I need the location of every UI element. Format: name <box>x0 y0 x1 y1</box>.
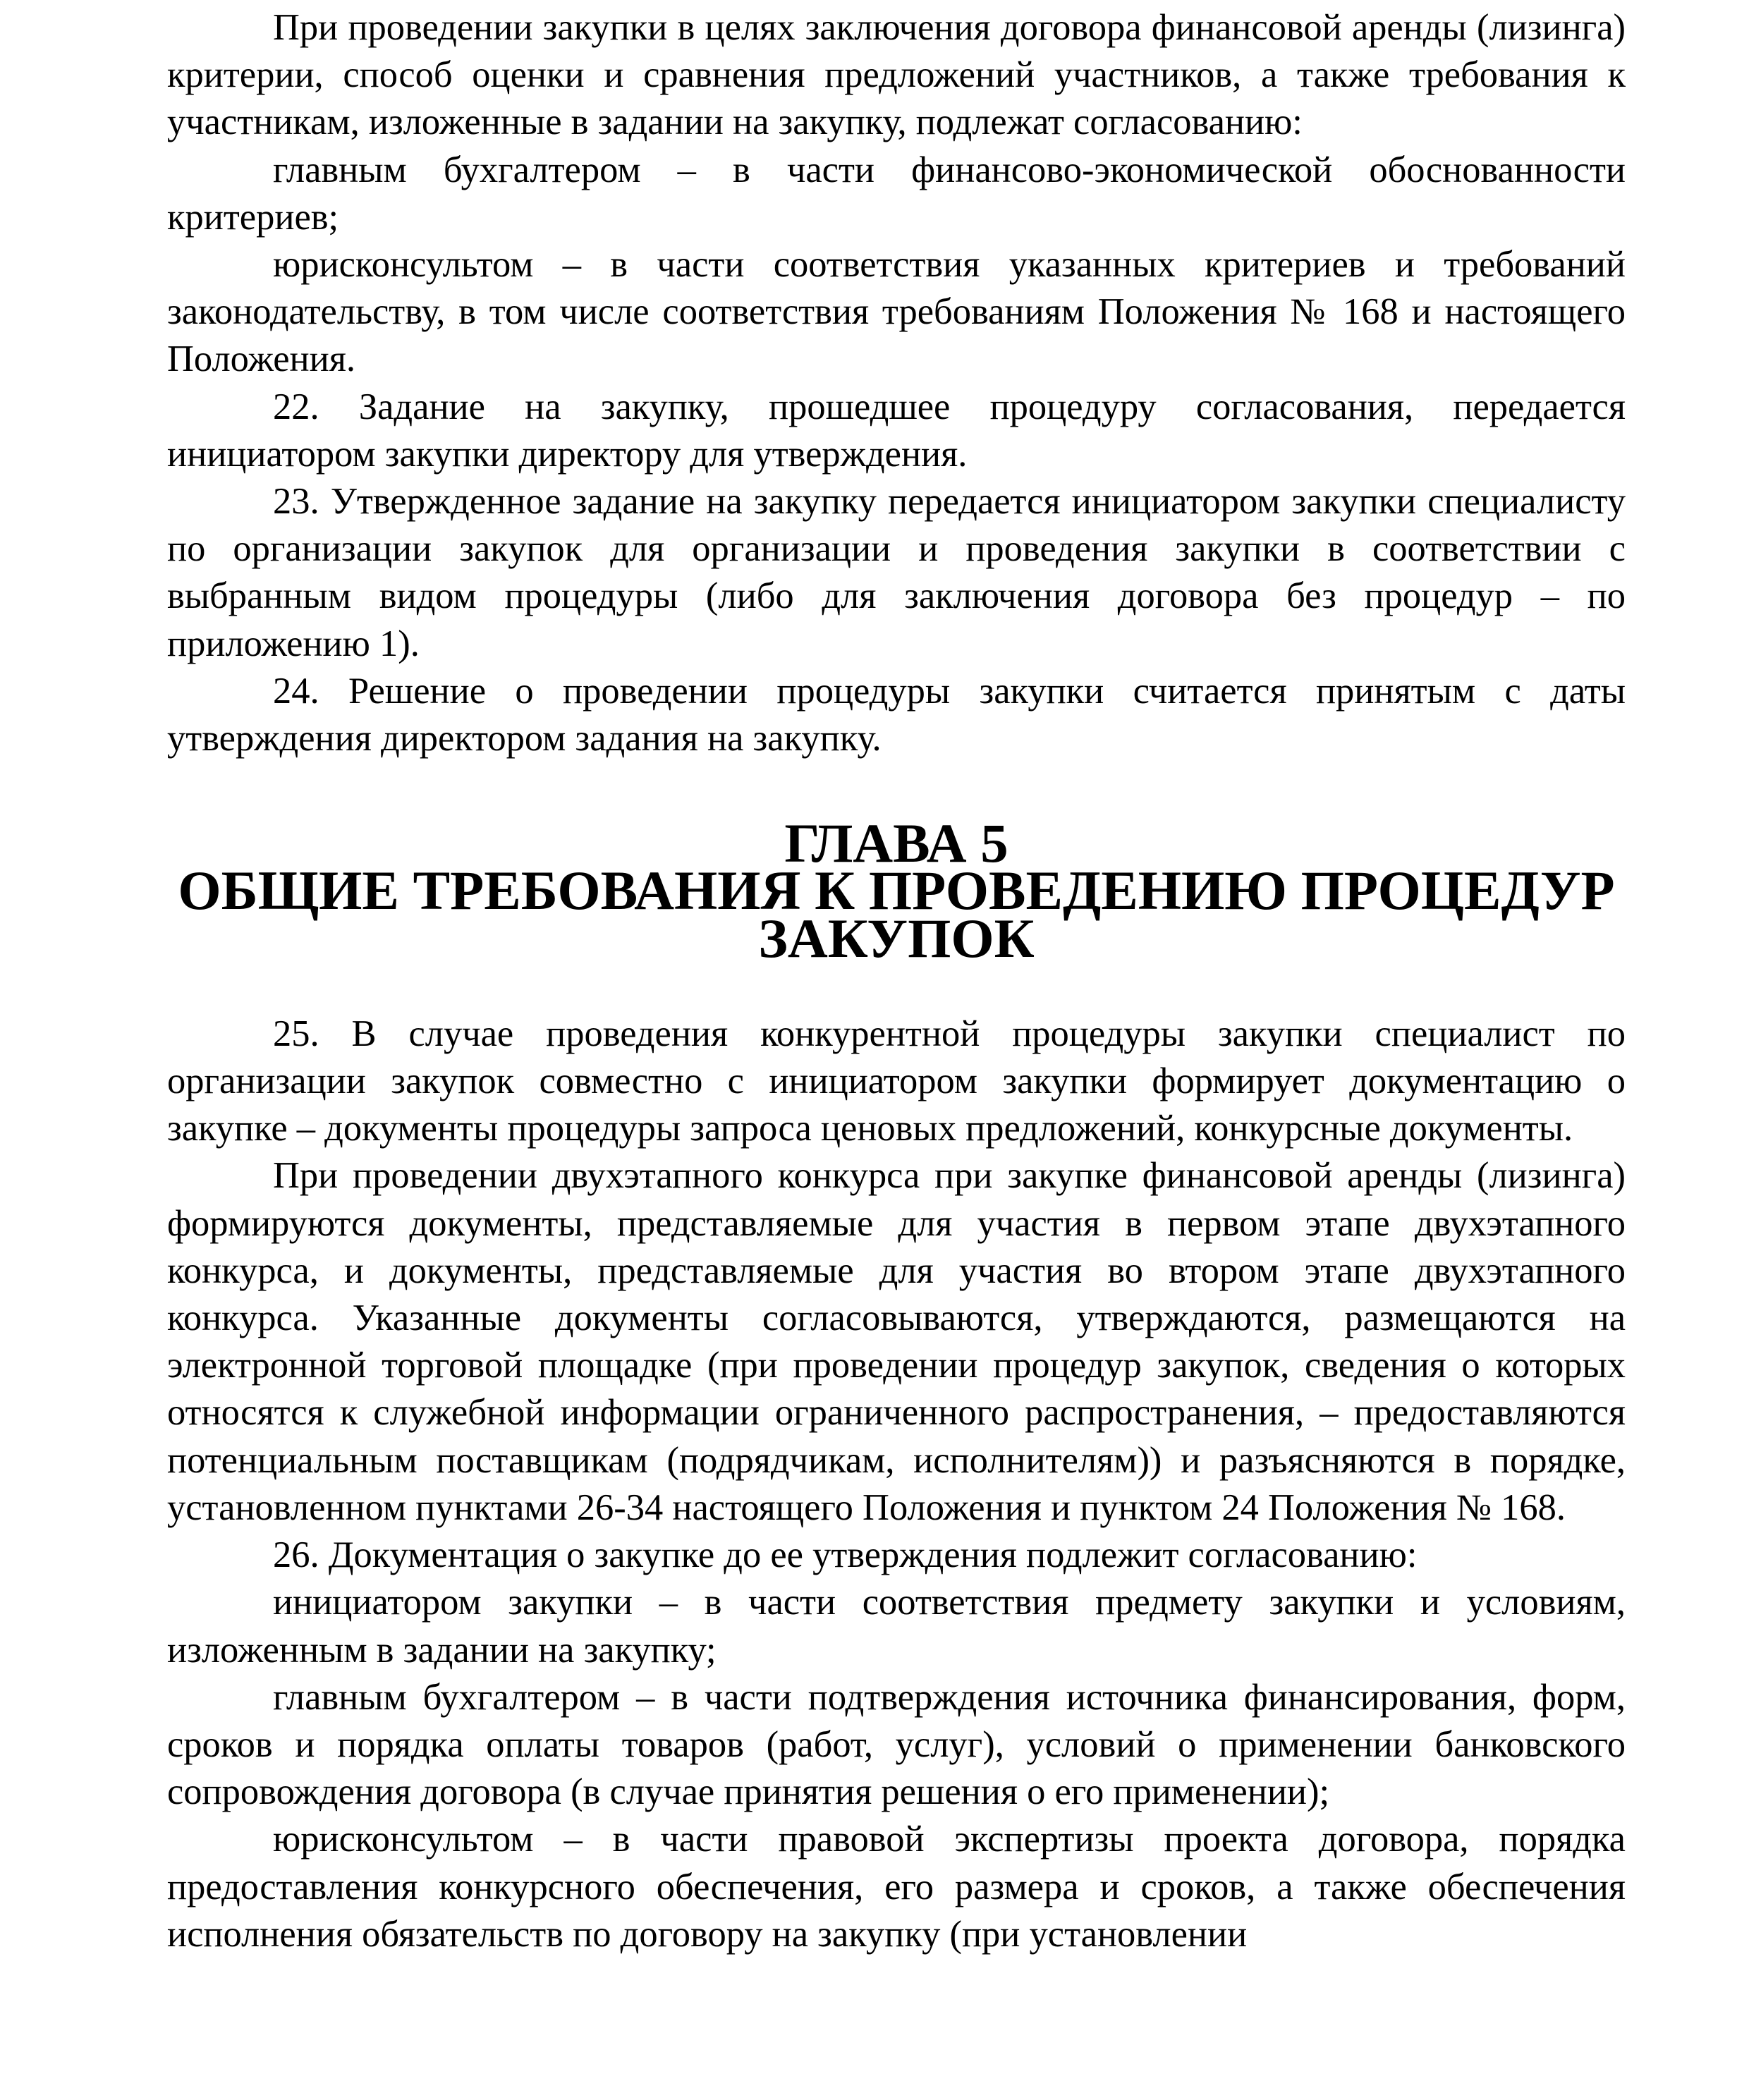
paragraph-item-26: 26. Документация о закупке до ее утверждения подлежит согласованию: <box>273 1534 1418 1576</box>
section-gap <box>167 963 1626 1011</box>
chapter-number: ГЛАВА 5 <box>784 813 1008 875</box>
chapter-title: ОБЩИЕ ТРЕБОВАНИЯ К ПРОВЕДЕНИЮ ПРОЦЕДУР ЗАКУПОК <box>178 860 1615 970</box>
paragraph-item-22: 22. Задание на закупку, прошедшее процедуру согласования, передается инициатором закупки директору для утверждения. <box>167 386 1626 475</box>
chapter-heading <box>167 813 1626 970</box>
paragraph-legal-adviser-approval: юрисконсультом – в части правовой экспертизы проекта договора, порядка предоставления конкурсного обеспечения, его размера и сроков, а также обеспечения исполнения обязательств по договору на закупку (при установлении <box>167 1819 1626 1955</box>
section-gap <box>167 762 1626 820</box>
paragraph-initiator-approval: инициатором закупки – в части соответствия предмету закупки и условиям, изложенным в задании на закупку; <box>167 1582 1626 1671</box>
paragraph-legal-adviser-criteria: юрисконсультом – в части соответствия указанных критериев и требований законодательству, в том числе соответствия требованиям Положения № 168 и настоящего Положения. <box>167 244 1626 380</box>
paragraph-item-25: 25. В случае проведения конкурентной процедуры закупки специалист по организации закупок совместно с инициатором закупки формирует документацию о закупке – документы процедуры запроса ценовых предложений, конкурсные документы. <box>167 1013 1626 1149</box>
paragraph-two-stage-tender: При проведении двухэтапного конкурса при закупке финансовой аренды (лизинга) формируются документы, представляемые для участия в первом этапе двухэтапного конкурса, и документы, представляемые для участия во втором этапе двухэтапного конкурса. Указанные документы согласовываются, утверждаются, размещаются на электронной торговой площадке (при проведении процедур закупок, сведения о которых относятся к служебной информации ограниченного распространения, – предоставляются потенциальным поставщикам (подрядчикам, исполнителям)) и разъясняются в порядке, установленном пунктами 26-34 настоящего Положения и пунктом 24 Положения № 168. <box>167 1155 1626 1528</box>
paragraph-item-23: 23. Утвержденное задание на закупку передается инициатором закупки специалисту по организации закупок для организации и проведения закупки в соответствии с выбранным видом процедуры (либо для заключения договора без процедур – по приложению 1). <box>167 481 1626 664</box>
paragraph-item-24: 24. Решение о проведении процедуры закупки считается принятым с даты утверждения директором задания на закупку. <box>167 670 1626 759</box>
document-page <box>167 4 1626 1958</box>
paragraph-chief-accountant-approval: главным бухгалтером – в части подтверждения источника финансирования, форм, сроков и порядка оплаты товаров (работ, услуг), условий о применении банковского сопровождения договора (в случае принятия решения о его применении); <box>167 1676 1626 1813</box>
paragraph-chief-accountant-criteria: главным бухгалтером – в части финансово-экономической обоснованности критериев; <box>167 149 1626 238</box>
paragraph-leasing-criteria-approval: При проведении закупки в целях заключения договора финансовой аренды (лизинга) критерии, способ оценки и сравнения предложений участников, а также требования к участникам, изложенные в задании на закупку, подлежат согласованию: <box>167 7 1626 143</box>
